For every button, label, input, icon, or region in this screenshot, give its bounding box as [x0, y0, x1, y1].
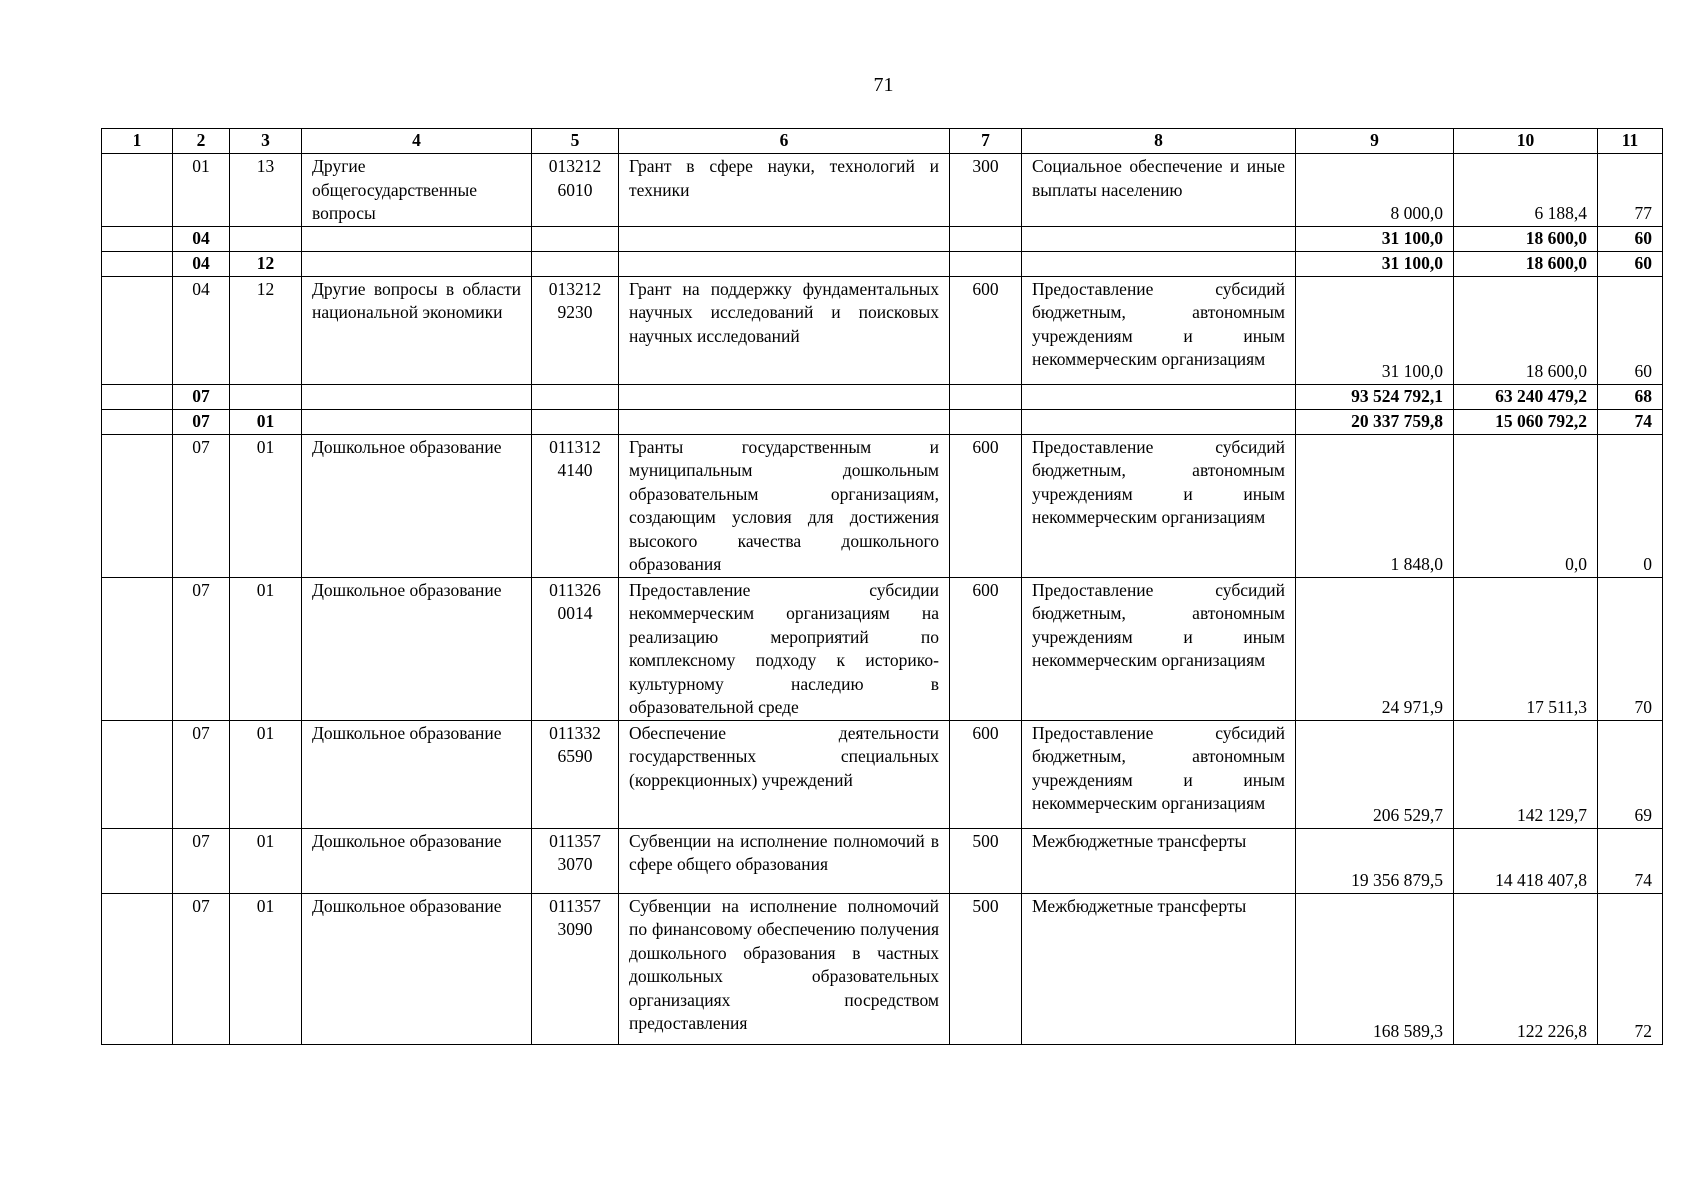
subsection-code-cell	[230, 384, 302, 409]
section-name-cell	[302, 251, 532, 276]
subsection-code-cell: 01	[230, 577, 302, 720]
section-code-cell: 04	[173, 226, 230, 251]
column-header: 1	[102, 129, 173, 154]
actual-amount-cell: 122 226,8	[1454, 893, 1598, 1044]
column-1-cell	[102, 434, 173, 577]
percent-cell: 70	[1598, 577, 1663, 720]
actual-amount-cell: 18 600,0	[1454, 251, 1598, 276]
subsection-code-cell: 01	[230, 409, 302, 434]
plan-amount-cell: 1 848,0	[1296, 434, 1454, 577]
subsection-code-cell: 01	[230, 434, 302, 577]
subsection-code-cell: 01	[230, 828, 302, 893]
table-subtotal-row	[102, 226, 1663, 251]
section-name-cell: Другие общегосударственные вопросы	[302, 154, 532, 227]
section-code-cell: 07	[173, 384, 230, 409]
table-subtotal-row	[102, 409, 1663, 434]
column-header: 2	[173, 129, 230, 154]
expense-type-name-cell: Предоставление субсидий бюджетным, автономным учреждениям и иным некоммерческим организациям	[1022, 577, 1296, 720]
actual-amount-cell: 15 060 792,2	[1454, 409, 1598, 434]
expense-name-cell: Субвенции на исполнение полномочий по финансовому обеспечению получения дошкольного образования в частных дошкольных образовательных организациях посредством предоставления	[619, 893, 950, 1044]
plan-amount-cell: 93 524 792,1	[1296, 384, 1454, 409]
section-code-cell: 07	[173, 720, 230, 828]
expense-name-cell	[619, 251, 950, 276]
table-row	[102, 276, 1663, 384]
section-name-cell: Дошкольное образование	[302, 577, 532, 720]
actual-amount-cell: 0,0	[1454, 434, 1598, 577]
section-name-cell	[302, 409, 532, 434]
column-header: 11	[1598, 129, 1663, 154]
actual-amount-cell: 14 418 407,8	[1454, 828, 1598, 893]
plan-amount-cell: 20 337 759,8	[1296, 409, 1454, 434]
table-subtotal-row	[102, 384, 1663, 409]
section-name-cell: Дошкольное образование	[302, 434, 532, 577]
actual-amount-cell: 17 511,3	[1454, 577, 1598, 720]
percent-cell: 74	[1598, 828, 1663, 893]
target-article-cell: 011357 3070	[532, 828, 619, 893]
plan-amount-cell: 8 000,0	[1296, 154, 1454, 227]
target-article-cell: 011312 4140	[532, 434, 619, 577]
table-subtotal-row	[102, 251, 1663, 276]
table-row	[102, 828, 1663, 893]
expense-type-name-cell: Межбюджетные трансферты	[1022, 828, 1296, 893]
target-article-cell	[532, 409, 619, 434]
subsection-code-cell	[230, 226, 302, 251]
subsection-code-cell: 13	[230, 154, 302, 227]
section-code-cell: 07	[173, 409, 230, 434]
column-1-cell	[102, 276, 173, 384]
column-header: 4	[302, 129, 532, 154]
actual-amount-cell: 18 600,0	[1454, 226, 1598, 251]
expense-name-cell: Грант на поддержку фундаментальных научных исследований и поисковых научных исследований	[619, 276, 950, 384]
section-code-cell: 04	[173, 276, 230, 384]
column-header: 8	[1022, 129, 1296, 154]
expense-name-cell	[619, 384, 950, 409]
expense-type-name-cell: Межбюджетные трансферты	[1022, 893, 1296, 1044]
expense-type-code-cell: 600	[950, 577, 1022, 720]
section-name-cell	[302, 384, 532, 409]
column-1-cell	[102, 154, 173, 227]
target-article-cell	[532, 384, 619, 409]
expense-name-cell: Грант в сфере науки, технологий и техники	[619, 154, 950, 227]
section-name-cell: Дошкольное образование	[302, 720, 532, 828]
plan-amount-cell: 19 356 879,5	[1296, 828, 1454, 893]
table-row	[102, 577, 1663, 720]
expense-type-name-cell: Предоставление субсидий бюджетным, автономным учреждениям и иным некоммерческим организациям	[1022, 720, 1296, 828]
column-header: 10	[1454, 129, 1598, 154]
expense-type-code-cell	[950, 384, 1022, 409]
percent-cell: 0	[1598, 434, 1663, 577]
plan-amount-cell: 31 100,0	[1296, 276, 1454, 384]
expense-type-name-cell	[1022, 251, 1296, 276]
expense-name-cell	[619, 409, 950, 434]
expense-type-name-cell	[1022, 409, 1296, 434]
section-code-cell: 01	[173, 154, 230, 227]
column-1-cell	[102, 384, 173, 409]
percent-cell: 77	[1598, 154, 1663, 227]
column-header: 5	[532, 129, 619, 154]
expense-type-code-cell	[950, 409, 1022, 434]
target-article-cell: 013212 9230	[532, 276, 619, 384]
percent-cell: 69	[1598, 720, 1663, 828]
column-1-cell	[102, 226, 173, 251]
expense-name-cell: Субвенции на исполнение полномочий в сфере общего образования	[619, 828, 950, 893]
expense-type-code-cell: 500	[950, 828, 1022, 893]
column-header: 3	[230, 129, 302, 154]
column-1-cell	[102, 251, 173, 276]
plan-amount-cell: 168 589,3	[1296, 893, 1454, 1044]
table-row	[102, 893, 1663, 1044]
table-row	[102, 154, 1663, 227]
section-code-cell: 07	[173, 577, 230, 720]
table-row	[102, 720, 1663, 828]
expense-type-code-cell: 300	[950, 154, 1022, 227]
actual-amount-cell: 6 188,4	[1454, 154, 1598, 227]
section-name-cell: Другие вопросы в области национальной экономики	[302, 276, 532, 384]
percent-cell: 74	[1598, 409, 1663, 434]
subsection-code-cell: 01	[230, 720, 302, 828]
target-article-cell: 011326 0014	[532, 577, 619, 720]
expense-type-name-cell: Предоставление субсидий бюджетным, автономным учреждениям и иным некоммерческим организациям	[1022, 276, 1296, 384]
plan-amount-cell: 206 529,7	[1296, 720, 1454, 828]
percent-cell: 60	[1598, 276, 1663, 384]
target-article-cell: 013212 6010	[532, 154, 619, 227]
percent-cell: 60	[1598, 251, 1663, 276]
plan-amount-cell: 31 100,0	[1296, 226, 1454, 251]
section-code-cell: 07	[173, 893, 230, 1044]
expense-type-name-cell: Социальное обеспечение и иные выплаты населению	[1022, 154, 1296, 227]
column-header: 6	[619, 129, 950, 154]
subsection-code-cell: 12	[230, 251, 302, 276]
expense-type-code-cell: 600	[950, 434, 1022, 577]
percent-cell: 72	[1598, 893, 1663, 1044]
subsection-code-cell: 01	[230, 893, 302, 1044]
subsection-code-cell: 12	[230, 276, 302, 384]
target-article-cell	[532, 226, 619, 251]
expense-type-code-cell: 500	[950, 893, 1022, 1044]
section-code-cell: 04	[173, 251, 230, 276]
column-1-cell	[102, 893, 173, 1044]
target-article-cell	[532, 251, 619, 276]
expense-type-code-cell: 600	[950, 276, 1022, 384]
column-1-cell	[102, 828, 173, 893]
expense-name-cell	[619, 226, 950, 251]
column-1-cell	[102, 720, 173, 828]
actual-amount-cell: 142 129,7	[1454, 720, 1598, 828]
section-name-cell: Дошкольное образование	[302, 893, 532, 1044]
section-name-cell	[302, 226, 532, 251]
table-header-row	[102, 129, 1663, 154]
column-1-cell	[102, 409, 173, 434]
expense-name-cell: Обеспечение деятельности государственных специальных (коррекционных) учреждений	[619, 720, 950, 828]
page-number: 71	[873, 74, 894, 96]
expense-name-cell: Гранты государственным и муниципальным дошкольным образовательным организациям, создающим условия для достижения высокого качества дошкольного образования	[619, 434, 950, 577]
target-article-cell: 011357 3090	[532, 893, 619, 1044]
table-row	[102, 434, 1663, 577]
actual-amount-cell: 63 240 479,2	[1454, 384, 1598, 409]
actual-amount-cell: 18 600,0	[1454, 276, 1598, 384]
section-code-cell: 07	[173, 828, 230, 893]
expense-type-name-cell	[1022, 226, 1296, 251]
plan-amount-cell: 31 100,0	[1296, 251, 1454, 276]
column-header: 7	[950, 129, 1022, 154]
section-code-cell: 07	[173, 434, 230, 577]
expense-type-name-cell: Предоставление субсидий бюджетным, автономным учреждениям и иным некоммерческим организациям	[1022, 434, 1296, 577]
target-article-cell: 011332 6590	[532, 720, 619, 828]
expense-type-code-cell	[950, 226, 1022, 251]
expense-type-name-cell	[1022, 384, 1296, 409]
expense-type-code-cell	[950, 251, 1022, 276]
expense-name-cell: Предоставление субсидии некоммерческим организациям на реализацию мероприятий по комплексному подходу к историко-культурному наследию в образовательной среде	[619, 577, 950, 720]
plan-amount-cell: 24 971,9	[1296, 577, 1454, 720]
budget-table	[101, 128, 1663, 1045]
percent-cell: 68	[1598, 384, 1663, 409]
section-name-cell: Дошкольное образование	[302, 828, 532, 893]
percent-cell: 60	[1598, 226, 1663, 251]
expense-type-code-cell: 600	[950, 720, 1022, 828]
column-header: 9	[1296, 129, 1454, 154]
column-1-cell	[102, 577, 173, 720]
